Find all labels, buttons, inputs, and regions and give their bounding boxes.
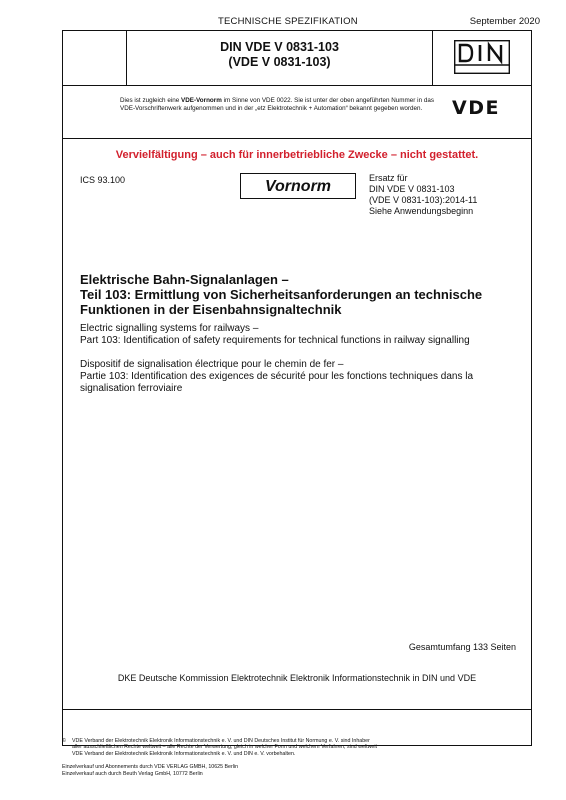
copyright-line: VDE Verband der Elektrotechnik Elektronik Informationstechnik e. V. und DIN Deutsches Institut für Normung e. V. sind Inhaber bbox=[72, 738, 370, 744]
vde-notice-text-b: im Sinne von VDE 0022. Sie ist unter der oben angeführten Nummer in das VDE-Vorschriftenwerk aufgenommen und in der „etz Elektrotechnik + Automation“ bekannt gegeben worden. bbox=[120, 97, 434, 113]
copy-restriction-warning: Vervielfältigung – auch für innerbetriebliche Zwecke – nicht gestattet. bbox=[115, 149, 479, 161]
vde-notice-text-a: Dies ist zugleich eine bbox=[120, 97, 182, 104]
publication-date: September 2020 bbox=[469, 16, 540, 27]
total-page-count: Gesamtumfang 133 Seiten bbox=[408, 642, 516, 652]
replacement-line: (VDE V 0831-103):2014-11 bbox=[369, 195, 478, 205]
vde-notice bbox=[120, 97, 434, 114]
title-french-line: signalisation ferroviaire bbox=[80, 383, 183, 394]
title-german-line: Teil 103: Ermittlung von Sicherheitsanforderungen an technische bbox=[80, 287, 483, 302]
replacement-line: DIN VDE V 0831-103 bbox=[369, 184, 455, 194]
document-number-line1: DIN VDE V 0831-103 bbox=[220, 40, 339, 54]
header-left-cell bbox=[62, 30, 127, 86]
title-english-line: Electric signalling systems for railways – bbox=[80, 323, 259, 334]
sales-info bbox=[62, 764, 238, 777]
vde-logo: VDE bbox=[452, 97, 500, 119]
sales-line: Einzelverkauf und Abonnements durch VDE VERLAG GMBH, 10625 Berlin bbox=[62, 764, 239, 770]
document-number bbox=[127, 40, 432, 70]
document-number-line2: (VDE V 0831-103) bbox=[228, 55, 331, 69]
vornorm-badge bbox=[240, 173, 356, 199]
divider-line bbox=[62, 138, 532, 139]
replacement-line: Ersatz für bbox=[369, 173, 408, 183]
title-french-line: Partie 103: Identification des exigences de sécurité pour les fonctions techniques dans la bbox=[80, 371, 474, 382]
ics-code: ICS 93.100 bbox=[80, 175, 126, 185]
title-english-line: Part 103: Identification of safety requirements for technical functions in railway signalling bbox=[80, 335, 470, 346]
title-german-line: Funktionen in der Eisenbahnsignaltechnik bbox=[80, 302, 342, 317]
copyright-notice bbox=[62, 738, 532, 757]
vornorm-badge-label: Vornorm bbox=[264, 178, 332, 195]
title-english bbox=[80, 323, 520, 347]
title-french bbox=[80, 359, 520, 395]
vde-notice-bold: VDE-Vornorm bbox=[181, 97, 222, 104]
title-german-line: Elektrische Bahn-Signalanlagen – bbox=[80, 272, 289, 287]
copyright-line: VDE Verband der Elektrotechnik Elektronik Informationstechnik e. V. und DIN e. V. vorbehalten. bbox=[72, 750, 296, 757]
sales-line: Einzelverkauf auch durch Beuth Verlag GmbH, 10772 Berlin bbox=[62, 770, 203, 777]
replacement-line: Siehe Anwendungsbeginn bbox=[369, 206, 474, 216]
document-type-label: TECHNISCHE SPEZIFIKATION bbox=[218, 16, 358, 27]
copyright-icon: © bbox=[62, 738, 66, 744]
title-german bbox=[80, 272, 520, 317]
dke-commission: DKE Deutsche Kommission Elektrotechnik Elektronik Informationstechnik in DIN und VDE bbox=[117, 673, 477, 683]
copyright-line: aller ausschließlichen Rechte weltweit – alle Rechte der Verwertung, gleich in welcher Form und welchem Verfahren, sind weltweit bbox=[72, 744, 378, 751]
din-logo bbox=[454, 40, 510, 74]
title-french-line: Dispositif de signalisation électrique pour le chemin de fer – bbox=[80, 359, 344, 370]
replacement-info bbox=[369, 173, 477, 217]
